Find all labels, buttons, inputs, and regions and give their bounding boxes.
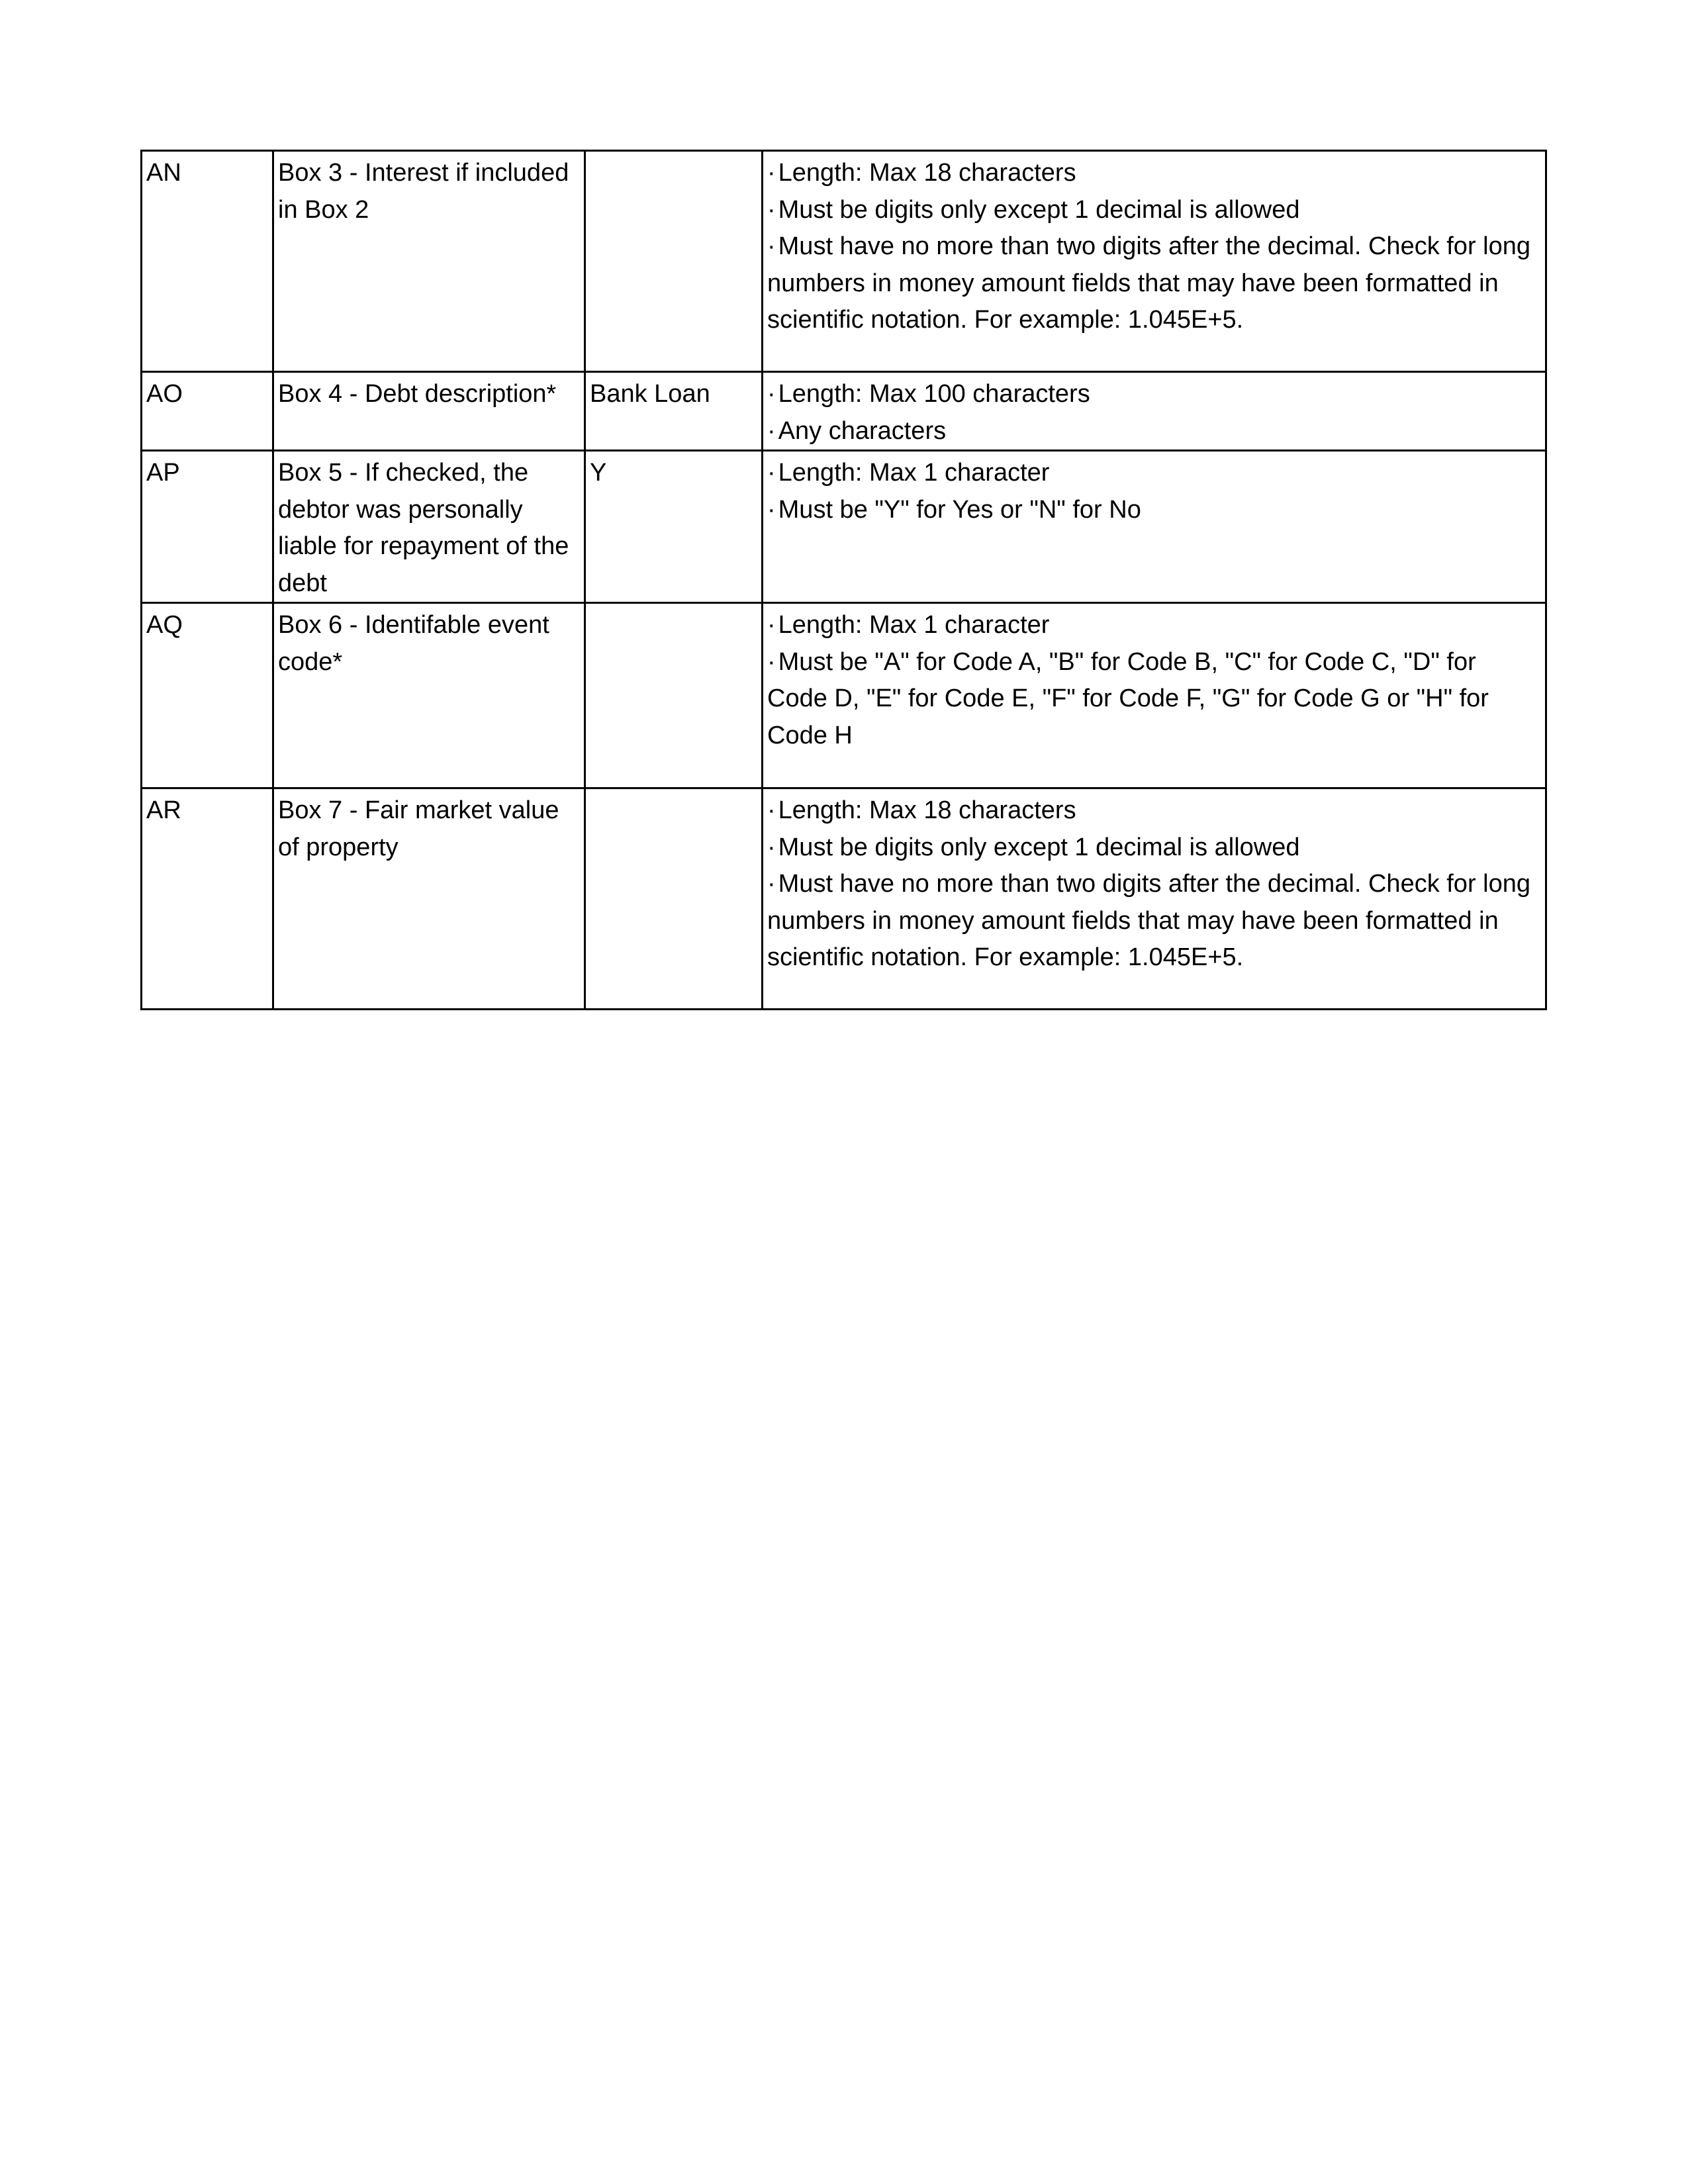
table-row xyxy=(142,151,1546,372)
rule-text: Length: Max 1 character xyxy=(778,459,1050,487)
rules-cell xyxy=(763,372,1546,451)
bullet-icon: · xyxy=(767,495,776,524)
column-letter-cell: AQ xyxy=(142,603,273,788)
column-letter-cell: AN xyxy=(142,151,273,372)
sample-value-cell: Y xyxy=(585,451,763,603)
column-letter-cell: AO xyxy=(142,372,273,451)
table-row xyxy=(142,603,1546,788)
table-row xyxy=(142,372,1546,451)
bullet-icon: · xyxy=(767,611,776,639)
rule-text: Length: Max 1 character xyxy=(778,611,1050,639)
field-spec-table xyxy=(140,150,1547,1010)
rule-line xyxy=(767,455,1541,492)
bullet-icon: · xyxy=(767,416,776,445)
bullet-icon: · xyxy=(767,232,776,260)
sample-value-cell xyxy=(585,788,763,1010)
rule-line xyxy=(767,607,1541,644)
sample-value-cell xyxy=(585,603,763,788)
rules-cell xyxy=(763,788,1546,1010)
rule-text: Length: Max 18 characters xyxy=(778,159,1076,187)
sample-value-cell xyxy=(585,151,763,372)
rule-text: Any characters xyxy=(778,416,947,445)
rule-text: Must be "A" for Code A, "B" for Code B, "C" for Code C, "D" for Code D, "E" for Code E, "F" for Code F, "G" for Code G or "H" for Code H xyxy=(767,647,1489,749)
bullet-icon: · xyxy=(767,870,776,898)
rule-line xyxy=(767,492,1541,529)
bullet-icon: · xyxy=(767,647,776,676)
sample-value-cell: Bank Loan xyxy=(585,372,763,451)
table-row xyxy=(142,451,1546,603)
rule-text: Length: Max 18 characters xyxy=(778,796,1076,824)
rule-line xyxy=(767,376,1541,413)
rule-line xyxy=(767,830,1541,867)
column-letter-cell: AP xyxy=(142,451,273,603)
rule-line xyxy=(767,644,1541,755)
rule-line xyxy=(767,192,1541,229)
column-letter-cell: AR xyxy=(142,788,273,1010)
rules-cell xyxy=(763,151,1546,372)
field-name-cell: Box 7 - Fair market value of property xyxy=(273,788,585,1010)
field-name-cell: Box 6 - Identifable event code* xyxy=(273,603,585,788)
rules-cell xyxy=(763,603,1546,788)
rule-text: Must have no more than two digits after the decimal. Check for long numbers in money amount fields that may have been formatted in scientific notation. For example: 1.045E+5. xyxy=(767,870,1531,971)
bullet-icon: · xyxy=(767,380,776,408)
table-row xyxy=(142,788,1546,1010)
rule-text: Length: Max 100 characters xyxy=(778,380,1090,408)
rules-cell xyxy=(763,451,1546,603)
bullet-icon: · xyxy=(767,159,776,187)
rule-text: Must have no more than two digits after the decimal. Check for long numbers in money amount fields that may have been formatted in scientific notation. For example: 1.045E+5. xyxy=(767,232,1531,334)
bullet-icon: · xyxy=(767,833,776,861)
field-name-cell: Box 4 - Debt description* xyxy=(273,372,585,451)
rule-line xyxy=(767,792,1541,830)
bullet-icon: · xyxy=(767,796,776,824)
rule-text: Must be digits only except 1 decimal is allowed xyxy=(778,833,1300,861)
field-name-cell: Box 5 - If checked, the debtor was personally liable for repayment of the debt xyxy=(273,451,585,603)
rule-line xyxy=(767,866,1541,976)
rule-text: Must be "Y" for Yes or "N" for No xyxy=(778,495,1141,524)
bullet-icon: · xyxy=(767,195,776,224)
rule-line xyxy=(767,155,1541,192)
rule-line xyxy=(767,413,1541,450)
field-name-cell: Box 3 - Interest if included in Box 2 xyxy=(273,151,585,372)
rule-text: Must be digits only except 1 decimal is allowed xyxy=(778,195,1300,224)
rule-line xyxy=(767,228,1541,339)
bullet-icon: · xyxy=(767,459,776,487)
